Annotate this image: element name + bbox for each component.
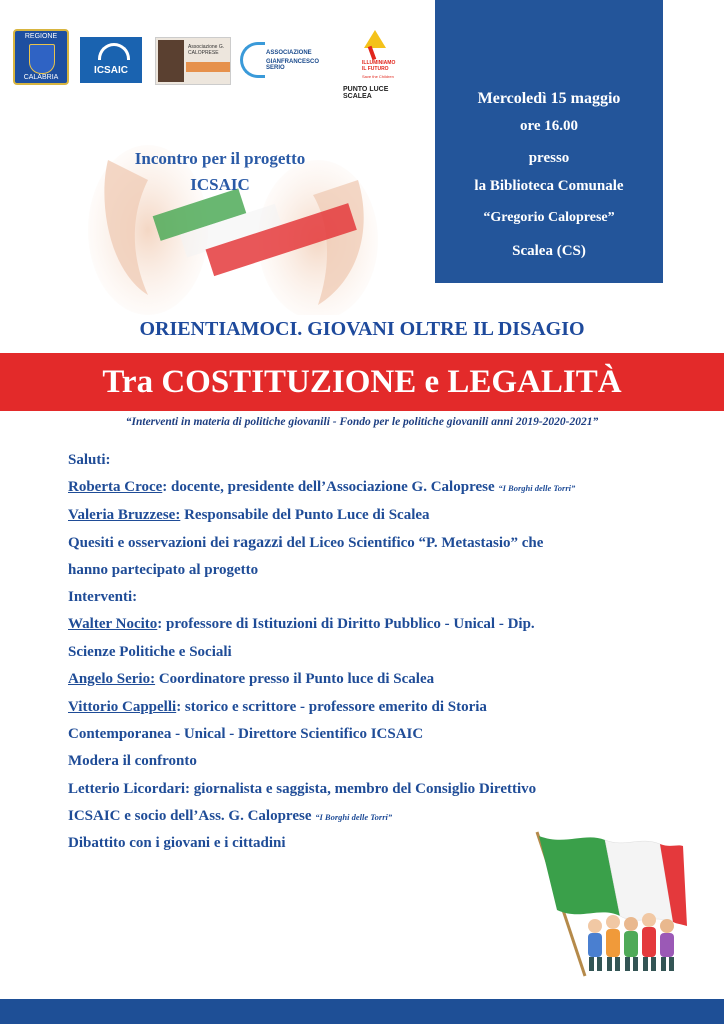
regione-logo-line1: REGIONE <box>24 33 58 40</box>
interventi-label: Interventi: <box>68 588 138 605</box>
intro-line2: ICSAIC <box>190 175 250 194</box>
event-time: ore 16.00 <box>519 118 579 134</box>
luce-logo-line1: ILLUMINIAMO IL FUTURO <box>362 60 396 72</box>
program-line-serio <box>68 666 678 693</box>
role-serio: Coordinatore presso il Punto luce di Scalea <box>155 671 435 688</box>
punto-luce-logo <box>340 26 418 100</box>
program-line-cappelli <box>68 694 678 721</box>
speaker-nocito: Walter Nocito <box>68 616 158 633</box>
flag-children-illustration <box>525 826 690 991</box>
headline: ORIENTIAMOCI. GIOVANI OLTRE IL DISAGIO <box>139 318 585 340</box>
icsaic-arc-icon <box>98 43 130 60</box>
speaker-serio: Angelo Serio: <box>68 671 156 688</box>
role-nocito: : professore di Istituzioni di Diritto Pubblico - Unical - Dip. <box>157 616 535 633</box>
title-banner: Tra COSTITUZIONE e LEGALITÀ <box>0 353 724 411</box>
serio-logo-line1: ASSOCIAZIONE <box>266 50 312 56</box>
speaker-cappelli: Vittorio Cappelli <box>68 698 177 715</box>
program-line-croce <box>68 474 678 501</box>
event-date: Mercoledì 15 maggio <box>477 90 621 107</box>
intro-line1: Incontro per il progetto <box>134 149 306 168</box>
quesiti-text-c: del Liceo Scientifico “P. Metastasio” che <box>282 535 544 552</box>
speaker-croce: Roberta Croce <box>68 479 163 496</box>
dibattito-line: Dibattito con i giovani e i cittadini <box>68 835 286 852</box>
serio-logo <box>240 40 336 80</box>
regione-logo-line2: CALABRIA <box>23 74 59 81</box>
caloprese-logo <box>155 37 231 85</box>
role-licordari-2: ICSAIC e socio dell’Ass. G. Caloprese <box>68 808 316 825</box>
saluti-label: Saluti: <box>68 452 111 468</box>
program-line-quesiti-2: hanno partecipato al progetto <box>68 561 259 578</box>
save-the-children-text: Save the Children <box>362 74 394 79</box>
event-info-box <box>435 0 663 283</box>
event-city: Scalea (CS) <box>512 243 586 259</box>
quesiti-text-a: Quesiti e osservazioni dei <box>68 535 233 552</box>
role-croce: : docente, presidente dell’Associazione G. Caloprese <box>162 479 499 496</box>
event-presso: presso <box>528 150 570 166</box>
subtitle: “Interventi in materia di politiche giovanili - Fondo per le politiche giovanili anni 2019-2020-2021” <box>125 416 599 428</box>
borghi-note: “I Borghi delle Torri” <box>498 483 576 494</box>
program-line-licordari <box>68 776 678 803</box>
serio-arc-icon <box>240 42 265 78</box>
borghi-note-2: “I Borghi delle Torri” <box>315 812 393 823</box>
caloprese-stripe <box>186 62 230 72</box>
program-line-cappelli-2: Contemporanea - Unical - Direttore Scientifico ICSAIC <box>68 725 424 742</box>
role-bruzzese: Responsabile del Punto Luce di Scalea <box>180 506 430 523</box>
portrait-icon <box>158 40 184 82</box>
program-list <box>68 447 678 858</box>
event-venue-name: “Gregorio Caloprese” <box>483 210 615 225</box>
regione-shield-icon <box>29 44 55 74</box>
program-line-nocito <box>68 611 678 638</box>
icsaic-logo-text: ICSAIC <box>94 65 128 76</box>
role-licordari: giornalista e saggista, membro del Consiglio Direttivo <box>190 780 537 797</box>
icsaic-logo <box>80 37 142 83</box>
event-venue: la Biblioteca Comunale <box>474 178 624 194</box>
role-cappelli: : storico e scrittore - professore emerito di Storia <box>176 698 487 715</box>
program-line-quesiti <box>68 529 678 556</box>
regione-calabria-logo <box>13 29 69 85</box>
footer-bar <box>0 999 724 1024</box>
lamp-icon <box>364 30 386 48</box>
speaker-bruzzese: Valeria Bruzzese: <box>68 506 181 523</box>
program-line-nocito-2: Scienze Politiche e Sociali <box>68 643 232 660</box>
caloprese-logo-text: Associazione G. CALOPRESE <box>188 44 225 56</box>
serio-logo-line2: GIANFRANCESCO SERIO <box>266 59 320 71</box>
speaker-licordari: Letterio Licordari: <box>68 780 191 797</box>
modera-label: Modera il confronto <box>68 753 197 770</box>
quesiti-text-b: ragazzi <box>233 534 283 552</box>
intro-text <box>95 146 345 198</box>
punto-luce-footer: PUNTO LUCE SCALEA <box>343 86 389 100</box>
program-line-bruzzese <box>68 502 678 529</box>
